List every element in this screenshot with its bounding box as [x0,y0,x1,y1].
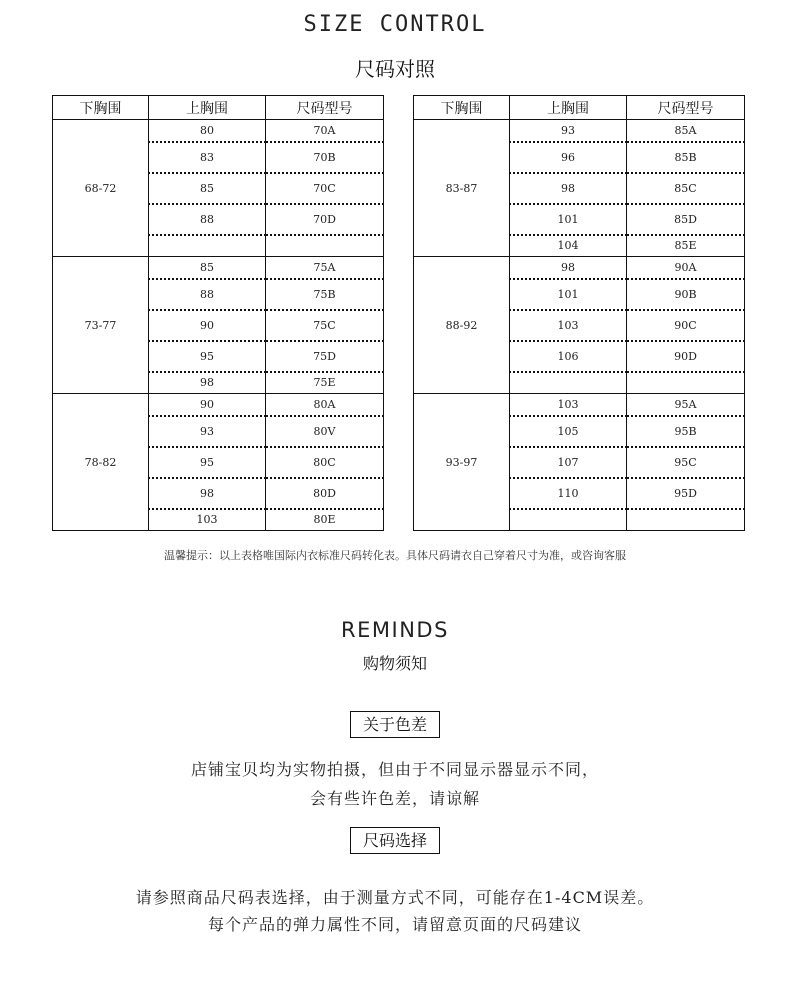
header-size: 尺码型号 [627,96,745,120]
under-bust-cell: 68-72 [53,120,149,257]
bust-cell: 103 [510,310,627,341]
bust-cell [149,235,266,257]
bust-cell: 80 [149,120,266,142]
size-choice-line1: 请参照商品尺码表选择，由于测量方式不同，可能存在1-4CM误差。 [135,888,655,907]
size-cell: 75A [266,257,384,279]
bust-cell: 95 [149,447,266,478]
table-row [414,257,745,279]
color-diff-line2: 会有些许色差，请谅解 [309,789,480,808]
bust-cell: 83 [149,142,266,173]
bust-cell: 98 [149,372,266,394]
size-cell: 85A [627,120,745,142]
bust-cell: 96 [510,142,627,173]
bust-cell: 88 [149,204,266,235]
color-diff-section [0,712,790,735]
bust-cell: 106 [510,341,627,372]
table-row [414,120,745,142]
under-bust-cell: 83-87 [414,120,510,257]
under-bust-cell: 93-97 [414,394,510,531]
size-cell: 70A [266,120,384,142]
size-cell: 95A [627,394,745,416]
table-row [414,394,745,416]
reminds-title: REMINDS [341,618,449,642]
bust-cell: 85 [149,173,266,204]
size-choice-label: 尺码选择 [350,827,440,854]
size-table-left [52,95,384,531]
under-bust-cell: 73-77 [53,257,149,394]
table-row [53,120,384,142]
bust-cell: 93 [510,120,627,142]
color-diff-label: 关于色差 [350,711,440,738]
bust-cell: 90 [149,394,266,416]
header-size: 尺码型号 [266,96,384,120]
bust-cell: 103 [510,394,627,416]
size-cell: 75E [266,372,384,394]
size-cell: 80E [266,509,384,531]
bust-cell: 90 [149,310,266,341]
under-bust-cell: 88-92 [414,257,510,394]
size-chart-title-cn: 尺码对照 [355,57,435,81]
size-cell: 85E [627,235,745,257]
bust-cell: 101 [510,204,627,235]
size-cell: 85D [627,204,745,235]
size-cell: 90B [627,279,745,310]
size-cell [266,235,384,257]
size-cell: 85C [627,173,745,204]
header-under-bust: 下胸围 [53,96,149,120]
bust-cell: 103 [149,509,266,531]
bust-cell: 98 [149,478,266,509]
bust-cell: 104 [510,235,627,257]
color-diff-line1: 店铺宝贝均为实物拍摄，但由于不同显示器显示不同， [190,760,599,779]
table-row [53,257,384,279]
bust-cell: 88 [149,279,266,310]
size-cell: 90D [627,341,745,372]
size-cell: 90A [627,257,745,279]
size-cell [627,372,745,394]
bust-cell: 101 [510,279,627,310]
table-row [53,394,384,416]
bust-cell [510,372,627,394]
size-cell [627,509,745,531]
size-cell: 95D [627,478,745,509]
size-table-right [413,95,745,531]
bust-cell: 93 [149,416,266,447]
header-under-bust: 下胸围 [414,96,510,120]
header-bust: 上胸围 [149,96,266,120]
bust-cell [510,509,627,531]
size-cell: 75D [266,341,384,372]
under-bust-cell: 78-82 [53,394,149,531]
bust-cell: 110 [510,478,627,509]
reminds-title-cn: 购物须知 [362,654,427,673]
size-choice-line2: 每个产品的弹力属性不同，请留意页面的尺码建议 [207,915,582,934]
bust-cell: 107 [510,447,627,478]
size-cell: 90C [627,310,745,341]
bust-cell: 85 [149,257,266,279]
size-choice-section [0,828,790,851]
size-cell: 70B [266,142,384,173]
size-cell: 95C [627,447,745,478]
bust-cell: 95 [149,341,266,372]
bust-cell: 98 [510,257,627,279]
size-note: 温馨提示：以上表格唯国际内衣标准尺码转化表。具体尺码请衣自己穿着尺寸为准，或咨询客服 [164,549,626,562]
bust-cell: 98 [510,173,627,204]
size-cell: 95B [627,416,745,447]
size-cell: 80C [266,447,384,478]
bust-cell: 105 [510,416,627,447]
size-cell: 70D [266,204,384,235]
size-cell: 80D [266,478,384,509]
size-cell: 70C [266,173,384,204]
size-cell: 80A [266,394,384,416]
header-bust: 上胸围 [510,96,627,120]
size-cell: 75C [266,310,384,341]
size-cell: 80V [266,416,384,447]
size-cell: 75B [266,279,384,310]
size-control-title: SIZE CONTROL [303,12,487,37]
size-cell: 85B [627,142,745,173]
